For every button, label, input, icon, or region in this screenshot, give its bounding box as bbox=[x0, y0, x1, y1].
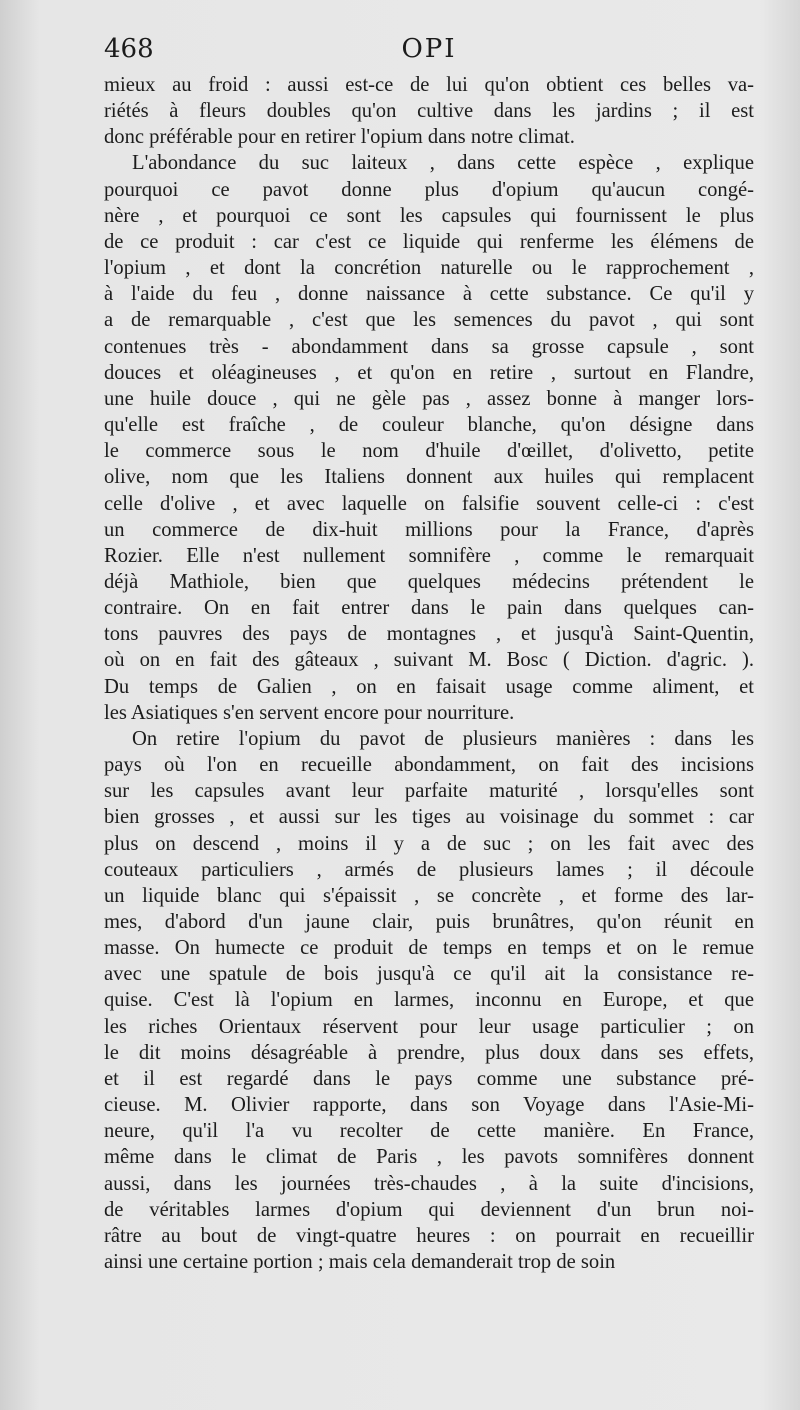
text-line: celle d'olive , et avec laquelle on falsifie souvent celle-ci : c'est bbox=[104, 492, 754, 515]
page-number: 468 bbox=[104, 34, 154, 64]
text-line: neure, qu'il l'a vu recolter de cette manière. En France, bbox=[104, 1120, 754, 1143]
text-line: avec une spatule de bois jusqu'à ce qu'il ait la consistance re- bbox=[104, 963, 754, 986]
text-line: l'opium , et dont la concrétion naturelle ou le rapprochement , bbox=[104, 257, 754, 280]
text-line: quise. C'est là l'opium en larmes, inconnu en Europe, et que bbox=[104, 989, 754, 1012]
running-head: OPI bbox=[401, 34, 457, 64]
text-line: de véritables larmes d'opium qui deviennent d'un brun noi- bbox=[104, 1198, 754, 1221]
text-line: ainsi une certaine portion ; mais cela demanderait trop de soin bbox=[104, 1251, 616, 1274]
text-line: bien grosses , et aussi sur les tiges au voisinage du sommet : car bbox=[104, 806, 754, 829]
text-line: les Asiatiques s'en servent encore pour nourriture. bbox=[104, 701, 515, 724]
text-line: mieux au froid : aussi est-ce de lui qu'on obtient ces belles va- bbox=[104, 74, 754, 96]
paragraph bbox=[104, 72, 754, 150]
text-line: couteaux particuliers , armés de plusieurs lames ; il découle bbox=[104, 858, 754, 881]
text-line: donc préférable pour en retirer l'opium dans notre climat. bbox=[104, 126, 575, 149]
text-line: Rozier. Elle n'est nullement somnifère , comme le remarquait bbox=[104, 544, 754, 567]
text-line: pourquoi ce pavot donne plus d'opium qu'aucun congé- bbox=[104, 178, 754, 201]
text-line: tons pauvres des pays de montagnes , et jusqu'à Saint-Quentin, bbox=[104, 623, 754, 646]
text-line: qu'elle est fraîche , de couleur blanche, qu'on désigne dans bbox=[104, 414, 754, 437]
text-line: déjà Mathiole, bien que quelques médecins prétendent le bbox=[104, 570, 754, 593]
text-line: contenues très - abondamment dans sa grosse capsule , sont bbox=[104, 335, 754, 358]
text-line: mes, d'abord d'un jaune clair, puis brunâtres, qu'on réunit en bbox=[104, 911, 754, 933]
text-line: à l'aide du feu , donne naissance à cette substance. Ce qu'il y bbox=[104, 283, 754, 306]
text-line: riétés à fleurs doubles qu'on cultive dans les jardins ; il est bbox=[104, 100, 754, 123]
text-line: le commerce sous le nom d'huile d'œillet, d'olivetto, petite bbox=[104, 440, 754, 463]
text-line: cieuse. M. Olivier rapporte, dans son Voyage dans l'Asie-Mi- bbox=[104, 1094, 754, 1117]
text-line: sur les capsules avant leur parfaite maturité , lorsqu'elles sont bbox=[104, 780, 754, 803]
text-line: même dans le climat de Paris , les pavots somnifères donnent bbox=[104, 1146, 754, 1169]
text-line: de ce produit : car c'est ce liquide qui renferme les élémens de bbox=[104, 230, 754, 253]
text-line: un commerce de dix-huit millions pour la France, d'après bbox=[104, 518, 754, 541]
text-line: râtre au bout de vingt-quatre heures : on pourrait en recueillir bbox=[104, 1224, 754, 1247]
text-line: et il est regardé dans le pays comme une substance pré- bbox=[104, 1067, 754, 1090]
text-line: un liquide blanc qui s'épaissit , se concrète , et forme des lar- bbox=[104, 884, 754, 907]
text-line: douces et oléagineuses , et qu'on en retire , surtout en Flandre, bbox=[104, 361, 754, 384]
text-line: où on en fait des gâteaux , suivant M. Bosc ( Diction. d'agric. ). bbox=[104, 649, 754, 672]
text-line: une huile douce , qui ne gèle pas , assez bonne à manger lors- bbox=[104, 387, 754, 410]
text-line: le dit moins désagréable à prendre, plus doux dans ses effets, bbox=[104, 1041, 754, 1064]
text-line: On retire l'opium du pavot de plusieurs manières : dans les bbox=[132, 727, 754, 750]
text-line: Du temps de Galien , on en faisait usage comme aliment, et bbox=[104, 675, 754, 698]
body-text bbox=[104, 72, 754, 1275]
text-line: contraire. On en fait entrer dans le pain dans quelques can- bbox=[104, 597, 754, 620]
text-line: L'abondance du suc laiteux , dans cette espèce , explique bbox=[132, 152, 754, 175]
text-line: a de remarquable , c'est que les semences du pavot , qui sont bbox=[104, 309, 754, 332]
text-line: olive, nom que les Italiens donnent aux huiles qui remplacent bbox=[104, 466, 754, 489]
text-line: plus on descend , moins il y a de suc ; on les fait avec des bbox=[104, 832, 754, 855]
page-header bbox=[104, 32, 754, 66]
text-line: aussi, dans les journées très-chaudes , à la suite d'incisions, bbox=[104, 1172, 754, 1195]
text-line: les riches Orientaux réservent pour leur usage particulier ; on bbox=[104, 1015, 754, 1038]
paragraph bbox=[104, 726, 754, 1275]
text-line: pays où l'on en recueille abondamment, on fait des incisions bbox=[104, 754, 754, 777]
paragraph bbox=[104, 150, 754, 725]
text-line: nère , et pourquoi ce sont les capsules qui fournissent le plus bbox=[104, 204, 754, 227]
text-line: masse. On humecte ce produit de temps en temps et on le remue bbox=[104, 937, 754, 960]
